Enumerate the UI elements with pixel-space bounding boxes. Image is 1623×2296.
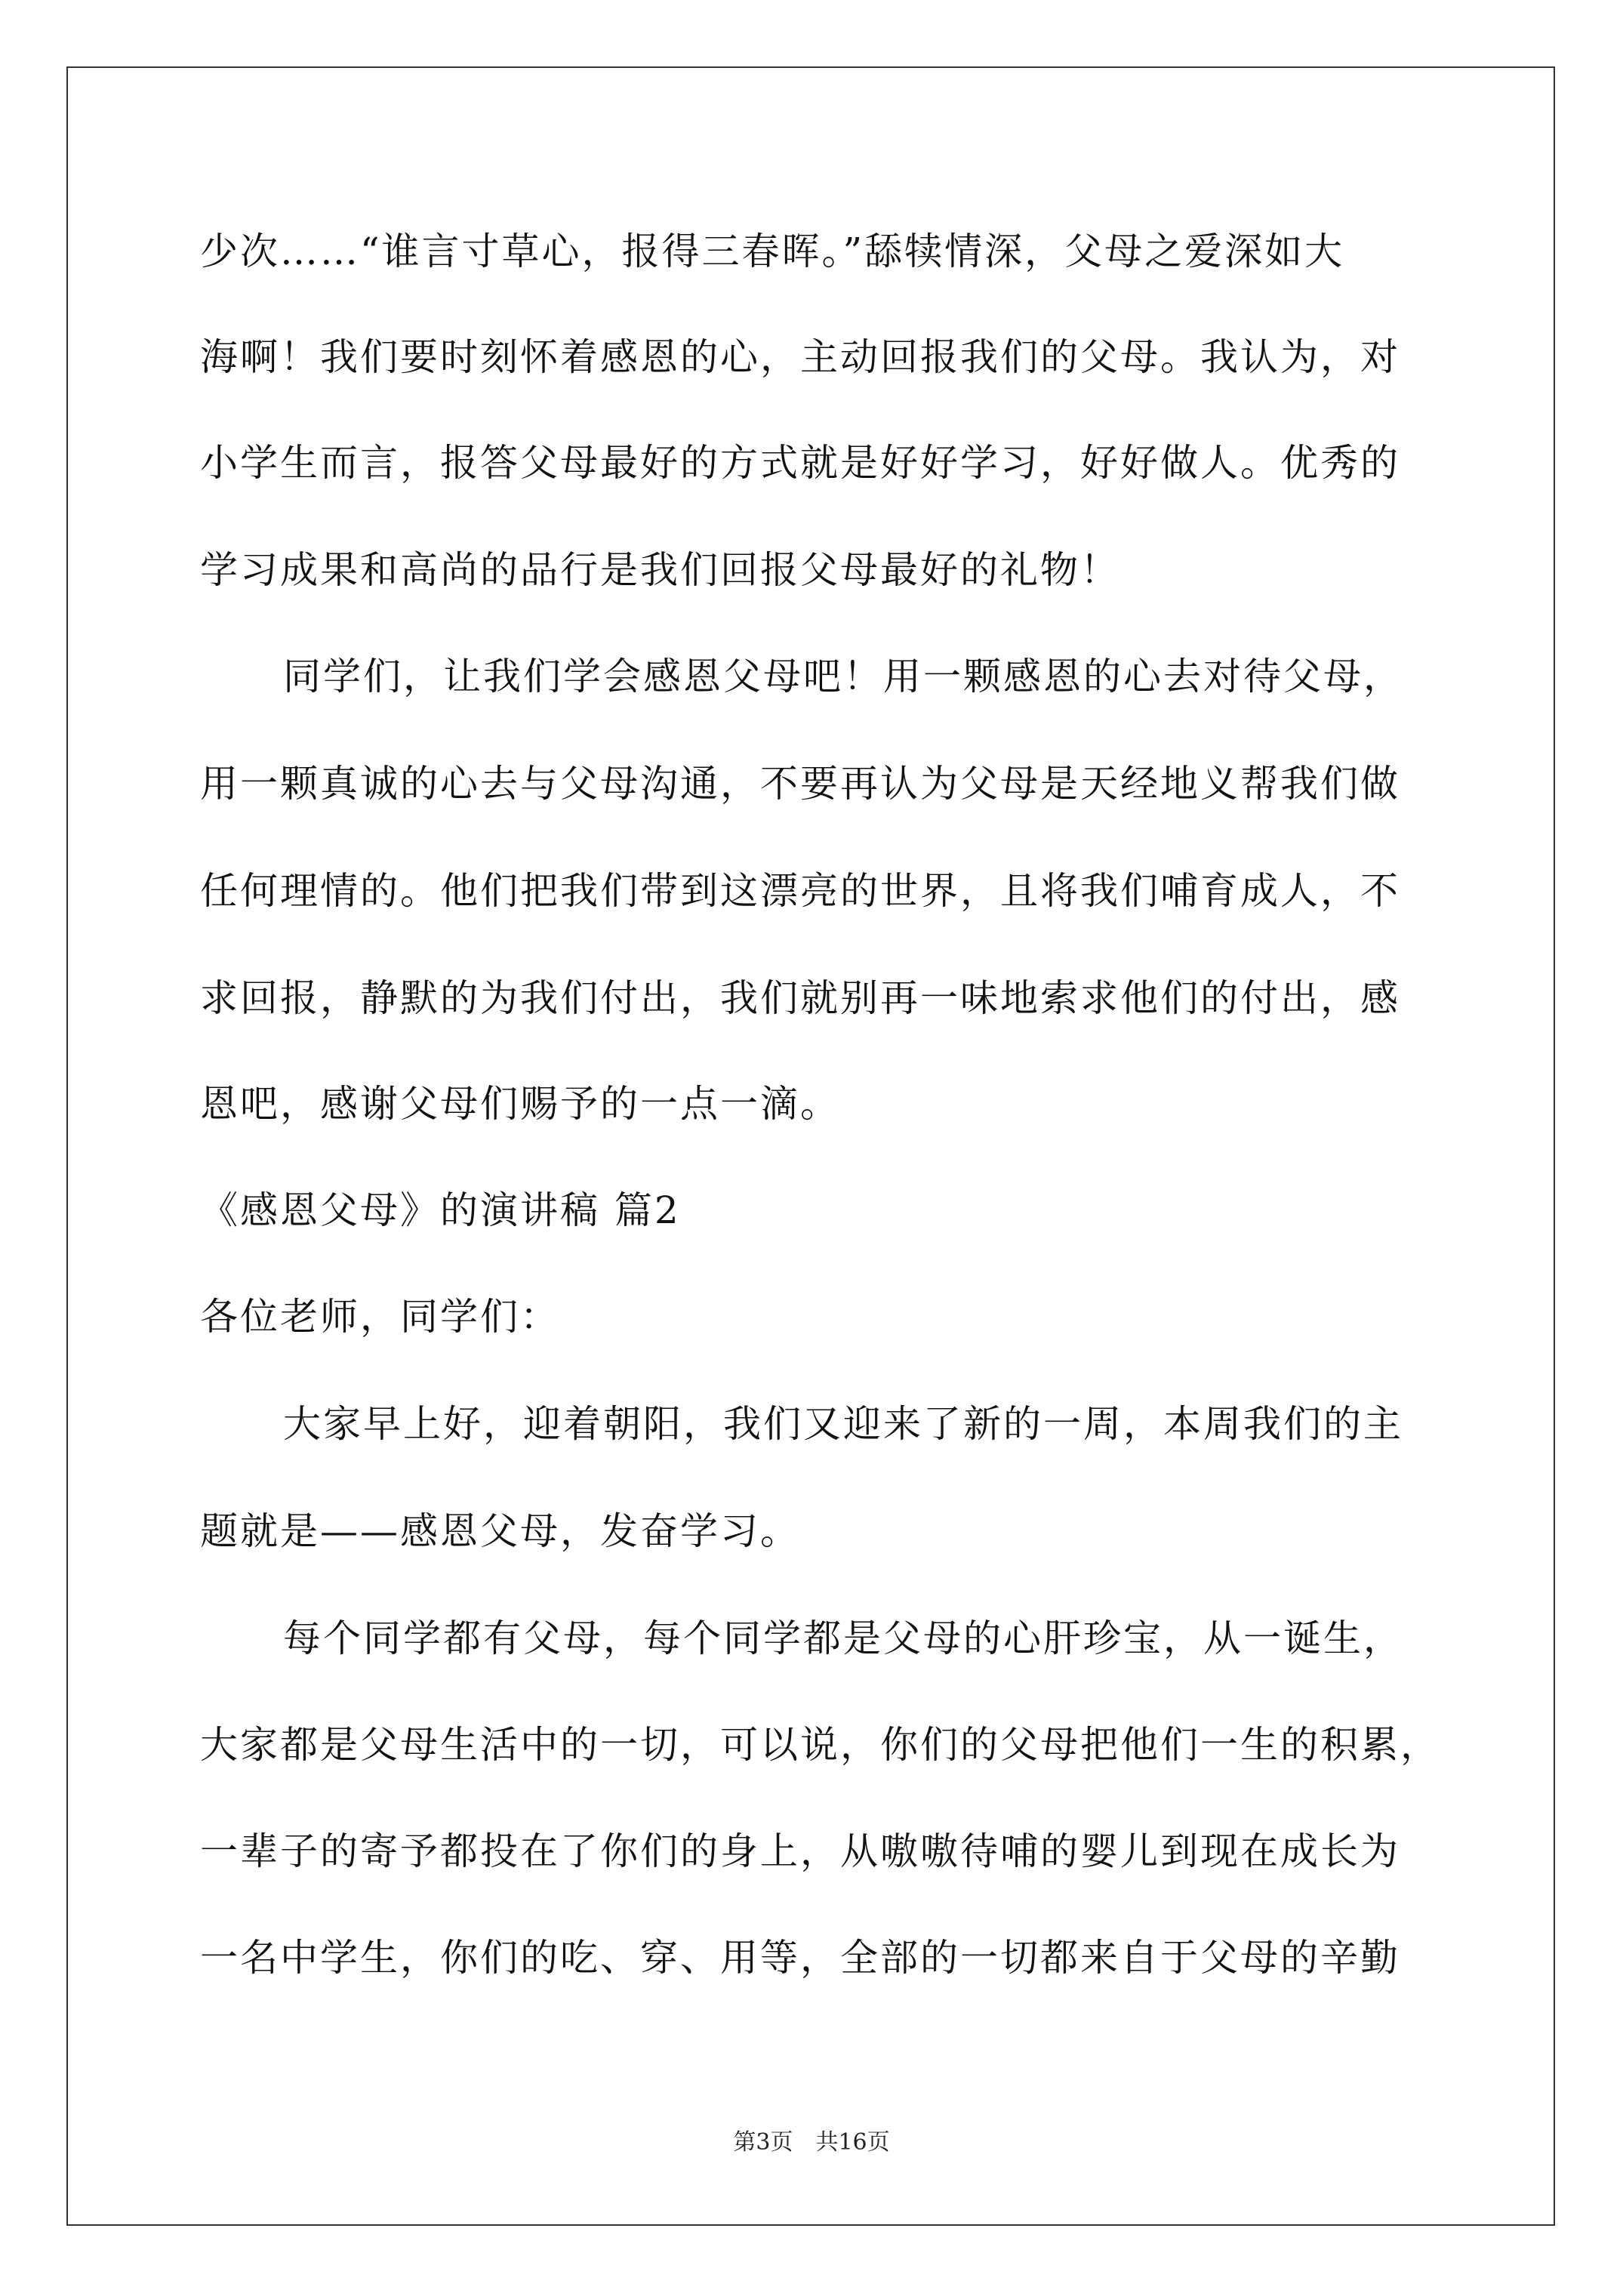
body-line: 恩吧，感谢父母们赐予的一点一滴。 <box>200 1082 840 1126</box>
paragraph-start-line: 同学们，让我们学会感恩父母吧！用一颗感恩的心去对待父母， <box>283 655 1403 698</box>
body-line: 学习成果和高尚的品行是我们回报父母最好的礼物！ <box>200 548 1120 592</box>
body-line: 任何理情的。他们把我们带到这漂亮的世界，且将我们哺育成人，不 <box>200 869 1400 913</box>
salutation: 各位老师，同学们： <box>200 1295 560 1339</box>
body-line: 小学生而言，报答父母最好的方式就是好好学习，好好做人。优秀的 <box>200 441 1400 485</box>
body-line: 大家都是父母生活中的一切，可以说，你们的父母把他们一生的积累， <box>200 1723 1440 1767</box>
body-line: 海啊！我们要时刻怀着感恩的心，主动回报我们的父母。我认为，对 <box>200 335 1400 379</box>
body-line: 用一颗真诚的心去与父母沟通，不要再认为父母是天经地义帮我们做 <box>200 762 1400 806</box>
paragraph-start-line: 大家早上好，迎着朝阳，我们又迎来了新的一周，本周我们的主 <box>283 1402 1403 1446</box>
page-border <box>66 66 1555 2226</box>
paragraph-start-line: 每个同学都有父母，每个同学都是父母的心肝珍宝，从一诞生， <box>283 1616 1403 1660</box>
body-line: 求回报，静默的为我们付出，我们就别再一味地索求他们的付出，感 <box>200 976 1400 1020</box>
body-line: 题就是——感恩父母，发奋学习。 <box>200 1509 800 1553</box>
section-heading: 《感恩父母》的演讲稿 篇2 <box>200 1188 681 1232</box>
body-line: 一辈子的寄予都投在了你们的身上，从嗷嗷待哺的婴儿到现在成长为 <box>200 1829 1400 1873</box>
page-number-footer: 第3页 共16页 <box>733 2129 890 2156</box>
body-line: 少次……“谁言寸草心，报得三春晖。”舔犊情深，父母之爱深如大 <box>200 230 1345 273</box>
body-line: 一名中学生，你们的吃、穿、用等，全部的一切都来自于父母的辛勤 <box>200 1936 1400 1980</box>
